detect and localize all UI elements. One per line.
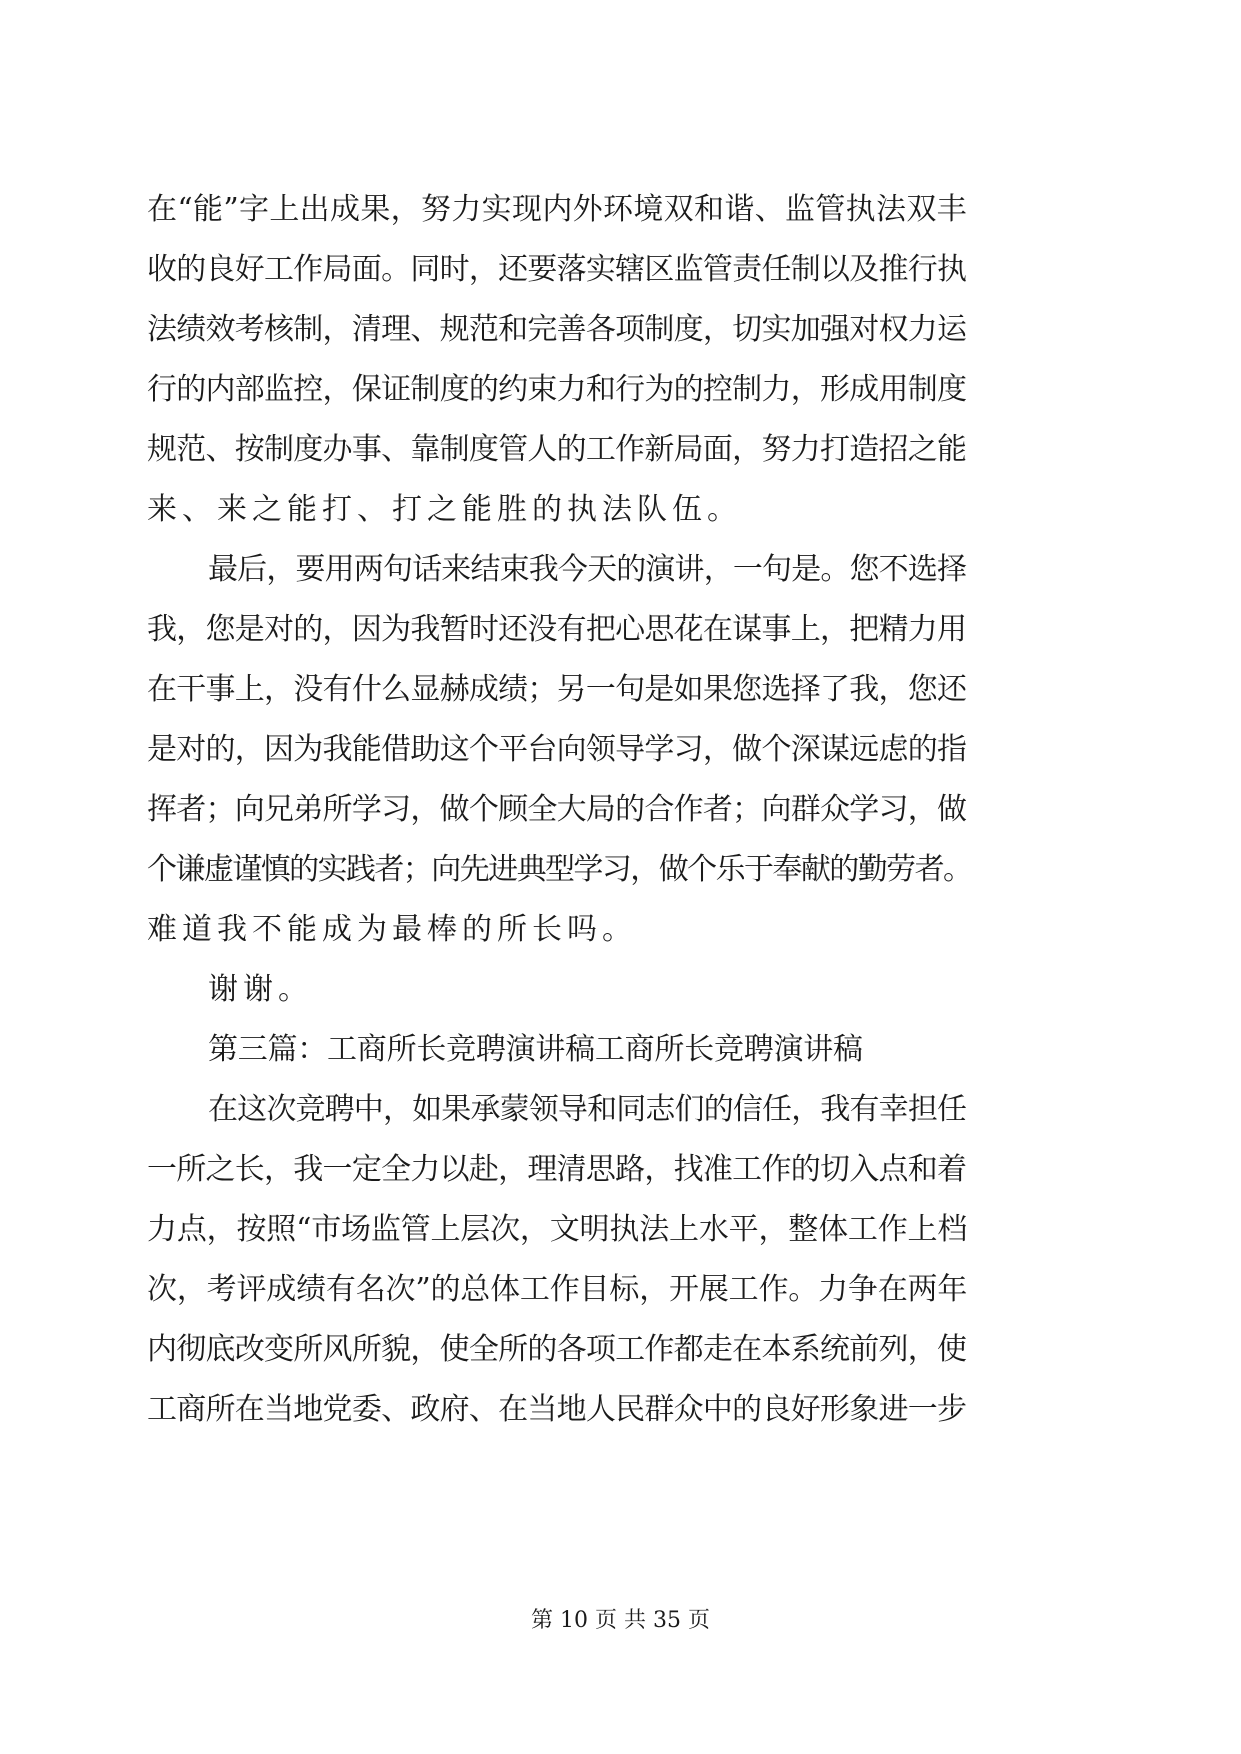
text-line: 来、来之能打、打之能胜的执法队伍。	[147, 492, 742, 527]
text-line: 最后，要用两句话来结束我今天的演讲，一句是。您不选择	[208, 552, 967, 587]
text-line: 力点，按照“市场监管上层次，文明执法上水平，整体工作上档	[147, 1212, 968, 1247]
section-heading: 第三篇：工商所长竞聘演讲稿工商所长竞聘演讲稿	[208, 1032, 863, 1067]
text-line: 收的良好工作局面。同时，还要落实辖区监管责任制以及推行执	[147, 252, 967, 287]
text-line: 一所之长，我一定全力以赴，理清思路，找准工作的切入点和着	[147, 1152, 967, 1187]
text-line: 挥者；向兄弟所学习，做个顾全大局的合作者；向群众学习，做	[147, 792, 967, 827]
text-line: 谢谢。	[208, 972, 313, 1007]
text-line: 个谦虚谨慎的实践者；向先进典型学习，做个乐于奉献的勤劳者。	[147, 852, 972, 887]
text-line: 难道我不能成为最棒的所长吗。	[147, 912, 637, 947]
text-line: 工商所在当地党委、政府、在当地人民群众中的良好形象进一步	[147, 1392, 967, 1427]
text-line: 我，您是对的，因为我暂时还没有把心思花在谋事上，把精力用	[147, 612, 967, 647]
text-line: 法绩效考核制，清理、规范和完善各项制度，切实加强对权力运	[147, 312, 967, 347]
text-line: 是对的，因为我能借助这个平台向领导学习，做个深谋远虑的指	[147, 732, 967, 767]
text-line: 行的内部监控，保证制度的约束力和行为的控制力，形成用制度	[147, 372, 967, 407]
text-line: 规范、按制度办事、靠制度管人的工作新局面，努力打造招之能	[147, 432, 967, 467]
text-line: 在干事上，没有什么显赫成绩；另一句是如果您选择了我，您还	[147, 672, 967, 707]
text-line: 在这次竞聘中，如果承蒙领导和同志们的信任，我有幸担任	[208, 1092, 967, 1127]
text-line: 在“能”字上出成果，努力实现内外环境双和谐、监管执法双丰	[147, 192, 968, 227]
text-line: 次，考评成绩有名次”的总体工作目标，开展工作。力争在两年	[147, 1272, 968, 1307]
page-number: 第 10 页 共 35 页	[531, 1608, 710, 1633]
text-line: 内彻底改变所风所貌，使全所的各项工作都走在本系统前列，使	[147, 1332, 967, 1367]
